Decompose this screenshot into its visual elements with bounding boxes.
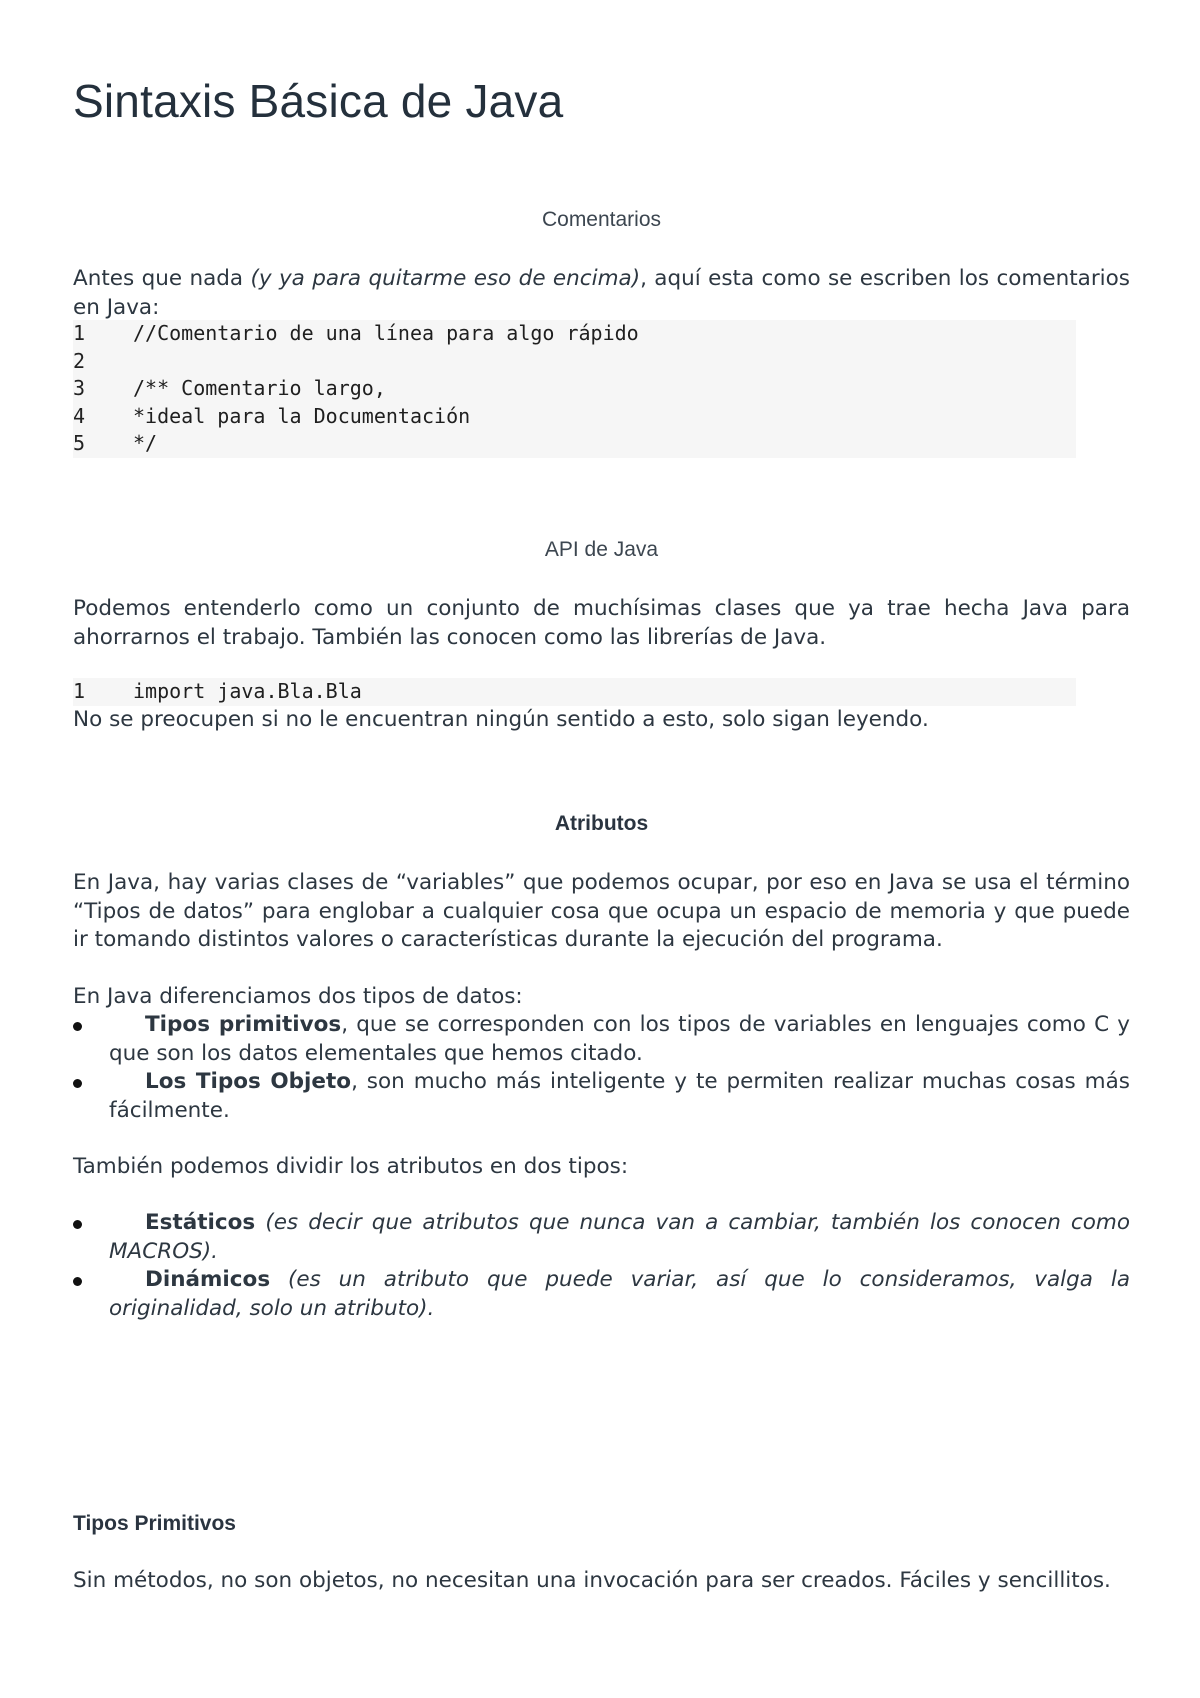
code-line-text: /** Comentario largo,	[133, 376, 386, 400]
api-after-paragraph: No se preocupen si no le encuentran ningún sentido a esto, solo sigan leyendo.	[73, 707, 929, 732]
bullet-icon	[73, 1220, 82, 1229]
code-line-number: 1	[73, 321, 86, 345]
list-item	[73, 1068, 1130, 1125]
list-item-term: Estáticos	[145, 1210, 256, 1235]
comentarios-intro-end: , aquí esta como se escriben los comentarios en Java:	[73, 266, 1130, 320]
atributos-data-types-intro: En Java diferenciamos dos tipos de datos:	[73, 984, 523, 1009]
attribute-kinds-list	[73, 1209, 1130, 1323]
code-line	[73, 375, 1076, 403]
bullet-icon	[73, 1022, 82, 1031]
code-line-number: 5	[73, 431, 86, 455]
bullet-icon	[73, 1277, 82, 1286]
code-line	[73, 348, 1076, 376]
code-line	[73, 430, 1076, 458]
code-line-number: 4	[73, 403, 86, 428]
comentarios-intro	[73, 265, 1130, 322]
code-line-text	[133, 348, 1076, 376]
code-line-text: //Comentario de una línea para algo rápido	[133, 321, 639, 345]
comentarios-intro-italic: (y ya para quitarme eso de encima)	[250, 266, 641, 291]
list-item-term: Los Tipos Objeto	[145, 1069, 352, 1094]
data-types-list	[73, 1011, 1130, 1125]
section-heading-tipos-primitivos: Tipos Primitivos	[73, 1512, 236, 1535]
section-heading-api: API de Java	[544, 538, 659, 561]
code-line	[73, 320, 1076, 348]
code-block-comentarios	[73, 320, 1076, 458]
code-line-text: import java.Bla.Bla	[133, 679, 362, 703]
atributos-kinds-intro: También podemos dividir los atributos en dos tipos:	[73, 1154, 629, 1179]
page-title: Sintaxis Básica de Java	[73, 75, 564, 127]
comentarios-intro-start: Antes que nada	[73, 266, 251, 291]
api-paragraph: Podemos entenderlo como un conjunto de muchísimas clases que ya trae hecha Java para ahorrarnos el trabajo. También las conocen como las librerías de Java.	[73, 596, 1130, 650]
list-item-term: Dinámicos	[145, 1267, 271, 1292]
code-line-text: */	[133, 431, 158, 455]
list-item-text: (es decir que atributos que nunca van a cambiar, también los conocen como MACROS).	[109, 1210, 1130, 1264]
code-line-number: 3	[73, 376, 86, 400]
list-item-term: Tipos primitivos	[145, 1012, 342, 1037]
code-line	[73, 678, 1076, 706]
list-item-text: , que se corresponden con los tipos de variables en lenguajes como C y que son los datos elementales que hemos citado.	[109, 1012, 1131, 1066]
list-item-text: (es un atributo que puede variar, así que lo consideramos, valga la originalidad, solo un atributo).	[109, 1267, 1130, 1321]
code-block-api	[73, 678, 1076, 706]
code-line-number: 2	[73, 348, 86, 373]
atributos-paragraph: En Java, hay varias clases de “variables” que podemos ocupar, por eso en Java se usa el término “Tipos de datos” para englobar a cualquier cosa que ocupa un espacio de memoria y que puede ir tomando distintos valores o características durante la ejecución del programa.	[73, 870, 1130, 952]
list-item-text: , son mucho más inteligente y te permiten realizar muchas cosas más fácilmente.	[109, 1069, 1130, 1123]
code-line-text: *ideal para la Documentación	[133, 403, 471, 428]
tipos-primitivos-paragraph: Sin métodos, no son objetos, no necesitan una invocación para ser creados. Fáciles y sencillitos.	[73, 1568, 1111, 1593]
section-heading-atributos: Atributos	[554, 812, 649, 835]
section-heading-comentarios: Comentarios	[541, 208, 662, 231]
bullet-icon	[73, 1079, 82, 1088]
list-item	[73, 1011, 1130, 1068]
code-line-number: 1	[73, 679, 86, 703]
list-item	[73, 1209, 1130, 1266]
list-item	[73, 1266, 1130, 1323]
code-line	[73, 403, 1076, 431]
